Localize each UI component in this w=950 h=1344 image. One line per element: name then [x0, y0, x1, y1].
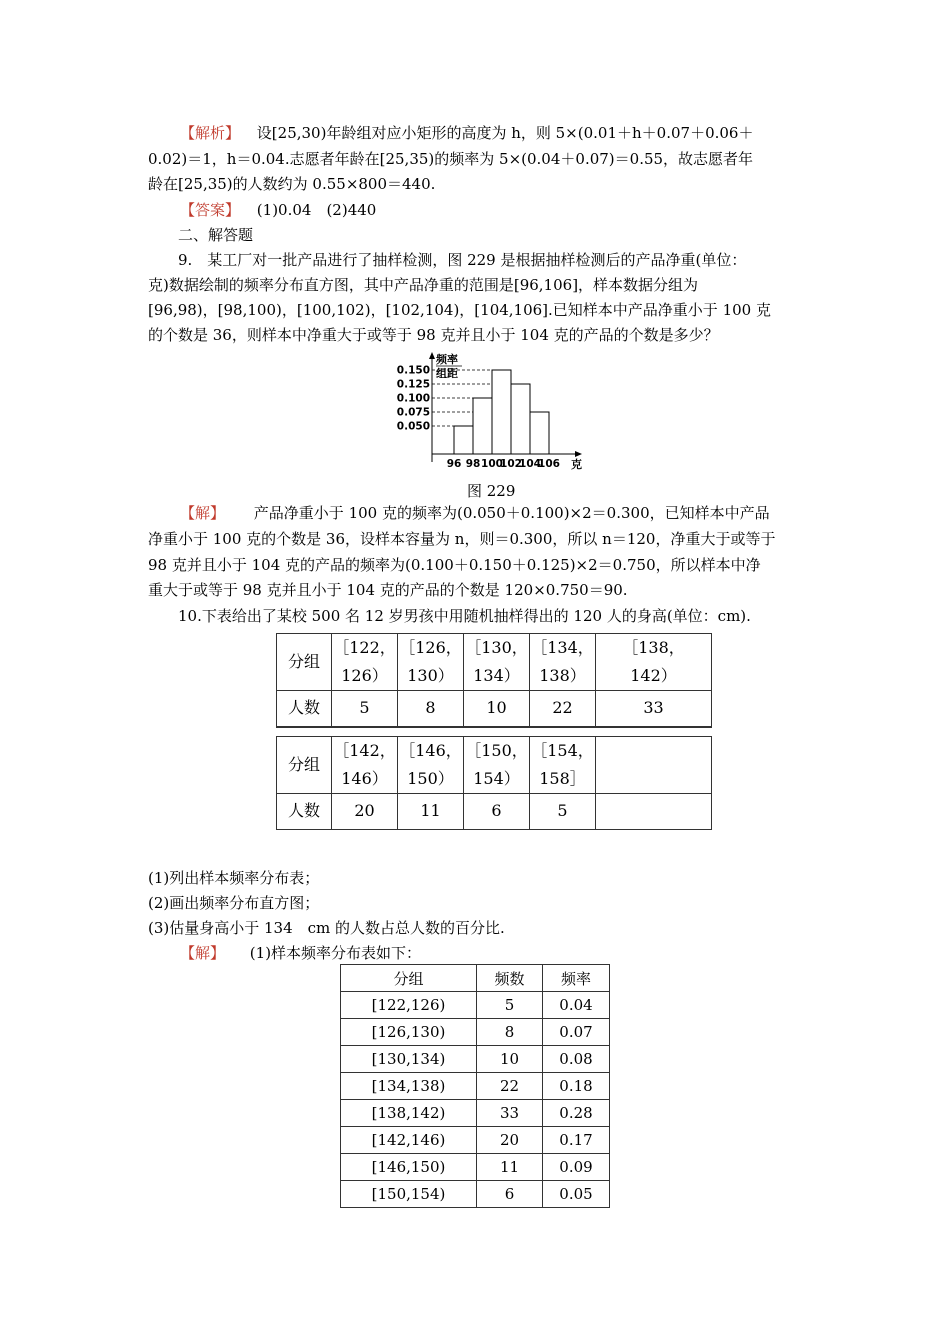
group-cell: ［122， 126） — [332, 634, 398, 691]
count-cell: 5 — [530, 793, 596, 829]
count-cell: 8 — [398, 691, 464, 727]
q10-intro: 10.下表给出了某校 500 名 12 岁男孩中用随机抽样得出的 120 人的身高(单位：cm). — [178, 607, 751, 625]
histogram-bar — [530, 412, 549, 454]
count-cell: 5 — [332, 691, 398, 727]
y-tick-label: 0.125 — [396, 378, 430, 391]
table-row: [138,142) 33 0.28 — [341, 1100, 610, 1127]
count-cell: 10 — [464, 691, 530, 727]
q10-sub-2: (2)画出频率分布直方图； — [148, 894, 320, 912]
answer-text: (1)0.04 (2)440 — [256, 201, 377, 219]
y-tick-label: 0.150 — [396, 364, 430, 377]
table-row: [146,150) 11 0.09 — [341, 1154, 610, 1181]
table-row: [134,138) 22 0.18 — [341, 1073, 610, 1100]
count-cell: 11 — [398, 793, 464, 829]
table-row: [126,130) 8 0.07 — [341, 1019, 610, 1046]
histogram-bar — [511, 384, 530, 454]
header-cell: 频数 — [477, 965, 543, 992]
table-row-groups-2 — [277, 736, 712, 793]
count-cell: 33 — [596, 691, 712, 727]
answer-tag: 【答案】 — [180, 201, 241, 219]
histogram-bar — [492, 370, 511, 454]
count-cell: 22 — [530, 691, 596, 727]
empty-cell — [596, 793, 712, 829]
analysis-line-2: 0.02)＝1，h＝0.04.志愿者年龄在[25,35)的频率为 5×(0.04＋0.07)＝0.55，故志愿者年 — [148, 150, 754, 168]
sol9-line-1 — [148, 500, 770, 526]
group-label: 分组 — [277, 736, 332, 793]
x-tick-label: 102 — [500, 458, 522, 470]
y-tick-label: 0.100 — [396, 392, 430, 405]
table-gap — [277, 727, 712, 737]
header-cell: 分组 — [341, 965, 477, 992]
figure-caption: 图 229 — [467, 482, 516, 500]
sol9-tag: 【解】 — [180, 504, 226, 522]
height-data-table — [276, 633, 712, 830]
x-axis-label: 克 — [571, 458, 582, 471]
table-row-counts-1 — [277, 691, 712, 727]
group-cell: ［130， 134） — [464, 634, 530, 691]
x-tick-label: 106 — [538, 458, 560, 470]
sol9-line-3: 98 克并且小于 104 克的产品的频率为(0.100＋0.150＋0.125)×2＝0.750，所以样本中净 — [148, 556, 761, 574]
y-axis-arrow — [429, 352, 435, 359]
sol9-line-4: 重大于或等于 98 克并且小于 104 克的产品的个数是 120×0.750＝90. — [148, 581, 628, 599]
analysis-line-1 — [148, 120, 753, 146]
table-row: [130,134) 10 0.08 — [341, 1046, 610, 1073]
x-tick-label: 100 — [481, 458, 503, 470]
x-tick-label: 96 — [446, 458, 462, 470]
y-label-top: 频率 — [436, 353, 458, 366]
group-cell: ［150， 154） — [464, 736, 530, 793]
section-title: 二、解答题 — [178, 226, 254, 244]
analysis-line-3: 龄在[25,35)的人数约为 0.55×800＝440. — [148, 175, 436, 193]
analysis-tag: 【解析】 — [180, 124, 241, 142]
group-cell: ［134， 138） — [530, 634, 596, 691]
x-axis-arrow — [575, 451, 582, 457]
frequency-histogram — [390, 350, 590, 472]
sol10-tag: 【解】 — [180, 944, 226, 962]
group-cell: ［126， 130） — [398, 634, 464, 691]
table-row-groups-1 — [277, 634, 712, 691]
header-cell: 频率 — [543, 965, 610, 992]
x-tick-label: 104 — [519, 458, 541, 470]
y-tick-label: 0.075 — [396, 406, 430, 419]
q9-line-2: 克)数据绘制的频率分布直方图，其中产品净重的范围是[96,106]，样本数据分组为 — [148, 276, 699, 294]
histogram-bar — [473, 398, 492, 454]
count-label: 人数 — [277, 691, 332, 727]
sol9-text-1: 产品净重小于 100 克的频率为(0.050＋0.100)×2＝0.300，已知样本中产品 — [253, 504, 770, 522]
group-cell: ［142， 146） — [332, 736, 398, 793]
y-tick-label: 0.050 — [396, 420, 430, 433]
answer-line — [148, 197, 376, 223]
count-label: 人数 — [277, 793, 332, 829]
frequency-distribution-table — [340, 964, 610, 1208]
group-cell: ［138， 142） — [596, 634, 712, 691]
x-tick-label: 98 — [465, 458, 481, 470]
group-label: 分组 — [277, 634, 332, 691]
table-row: [150,154) 6 0.05 — [341, 1181, 610, 1208]
q10-sub-3: (3)估量身高小于 134 cm 的人数占总人数的百分比. — [148, 919, 505, 937]
table-row: [122,126) 5 0.04 — [341, 992, 610, 1019]
table-row: [142,146) 20 0.17 — [341, 1127, 610, 1154]
sol10-text: (1)样本频率分布表如下： — [249, 944, 422, 962]
count-cell: 6 — [464, 793, 530, 829]
table-row-counts-2 — [277, 793, 712, 829]
sol9-line-2: 净重小于 100 克的个数是 36，设样本容量为 n，则＝0.300，所以 n＝120，净重大于或等于 — [148, 530, 776, 548]
q10-sub-1: (1)列出样本频率分布表； — [148, 869, 320, 887]
count-cell: 20 — [332, 793, 398, 829]
table-header-row — [341, 965, 610, 992]
group-cell: ［154， 158］ — [530, 736, 596, 793]
q9-line-1: 9. 某工厂对一批产品进行了抽样检测，图 229 是根据抽样检测后的产品净重(单位： — [178, 251, 747, 269]
q9-line-3: [96,98)，[98,100)，[100,102)，[102,104)，[104,106].已知样本中产品净重小于 100 克 — [148, 301, 771, 319]
analysis-text-1: 设[25,30)年龄组对应小矩形的高度为 h，则 5×(0.01＋h＋0.07＋0.06＋ — [256, 124, 754, 142]
y-label-bottom: 组距 — [436, 367, 458, 380]
histogram-bar — [454, 426, 473, 454]
q9-line-4: 的个数是 36，则样本中净重大于或等于 98 克并且小于 104 克的产品的个数是多少？ — [148, 326, 719, 344]
sol10-line — [148, 940, 421, 966]
group-cell: ［146， 150） — [398, 736, 464, 793]
empty-cell — [596, 736, 712, 793]
